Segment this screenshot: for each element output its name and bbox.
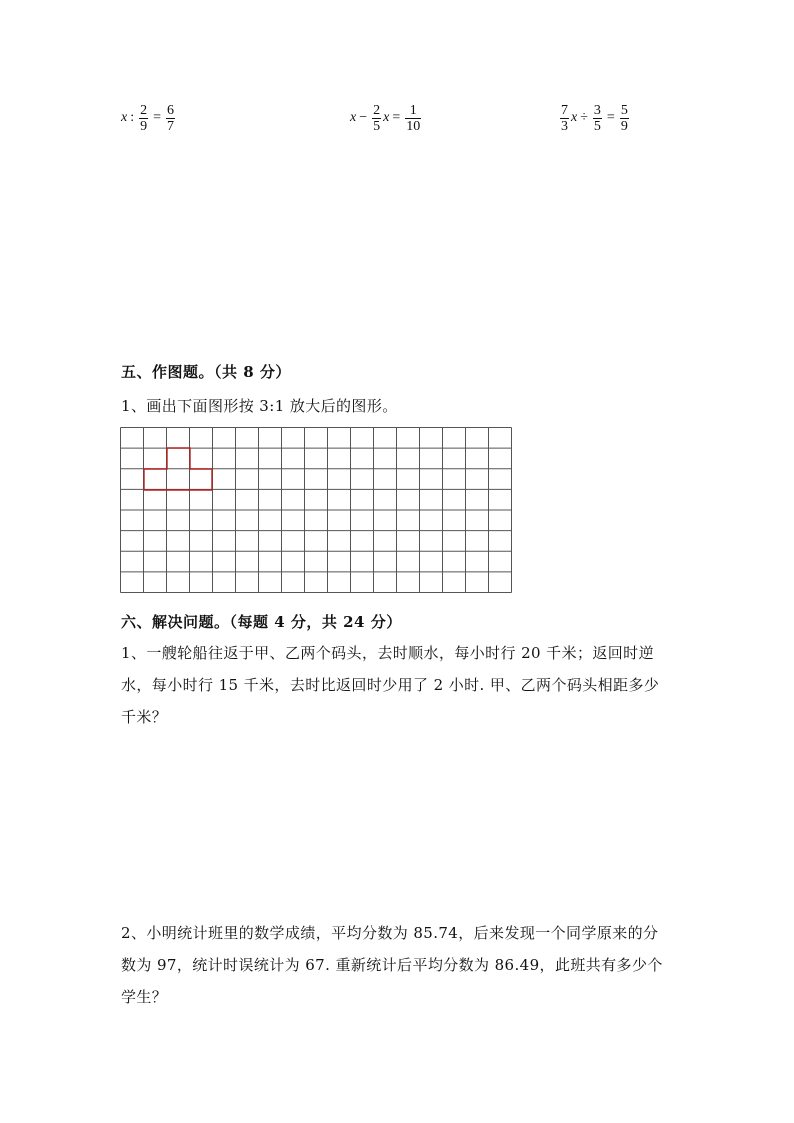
numerator: 1 [409,102,417,118]
denominator: 9 [620,118,628,134]
problem-1-line: 千米？ [121,708,168,726]
equals-sign: = [606,110,615,125]
problem-2-line: 2、小明统计班里的数学成绩，平均分数为 85.74，后来发现一个同学原来的分 [121,924,659,942]
denominator: 9 [140,118,148,134]
problem-2-line: 数为 97，统计时误统计为 67. 重新统计后平均分数为 86.49，此班共有多少个 [121,956,663,974]
fraction [139,103,148,134]
numerator: 3 [593,102,601,118]
variable-x: x [350,110,357,125]
denominator: 3 [561,118,568,134]
problem-1-line: 1、一艘轮船往返于甲、乙两个码头，去时顺水，每小时行 20 千米；返回时逆 [121,644,654,662]
numerator: 7 [561,102,568,118]
fraction [593,103,602,134]
numerator: 2 [140,102,148,118]
denominator: 7 [167,118,175,134]
denominator: 10 [406,118,421,134]
equation-2 [350,96,423,140]
section-6-heading: 六、解决问题。（每题 4 分，共 24 分） [121,613,402,631]
variable-x: x [571,110,578,125]
section-5-heading: 五、作图题。（共 8 分） [121,363,291,381]
equation-3 [558,96,631,140]
equation-1 [121,96,177,140]
variable-x: x [121,110,128,125]
denominator: 5 [593,118,601,134]
fraction [620,103,629,134]
problem-1-line: 水，每小时行 15 千米，去时比返回时少用了 2 小时. 甲、乙两个码头相距多少 [121,676,660,694]
fraction [405,103,421,134]
fraction [560,103,569,134]
section-5-question-1: 1、画出下面图形按 3:1 放大后的图形。 [121,397,398,415]
minus-sign: − [359,110,368,125]
division-sign: ÷ [580,110,588,125]
problem-2-line: 学生？ [121,988,168,1006]
numerator: 2 [373,102,381,118]
problem-2 [121,917,681,1013]
numerator: 6 [167,102,175,118]
equals-sign: = [392,110,401,125]
fraction [166,103,175,134]
grid-lines [121,428,512,593]
ratio-sign: : [130,110,135,125]
fraction [372,103,381,134]
numerator: 5 [620,102,628,118]
equals-sign: = [153,110,162,125]
drawing-grid [120,427,512,595]
variable-x: x [383,110,390,125]
denominator: 5 [373,118,381,134]
problem-1 [121,637,681,733]
